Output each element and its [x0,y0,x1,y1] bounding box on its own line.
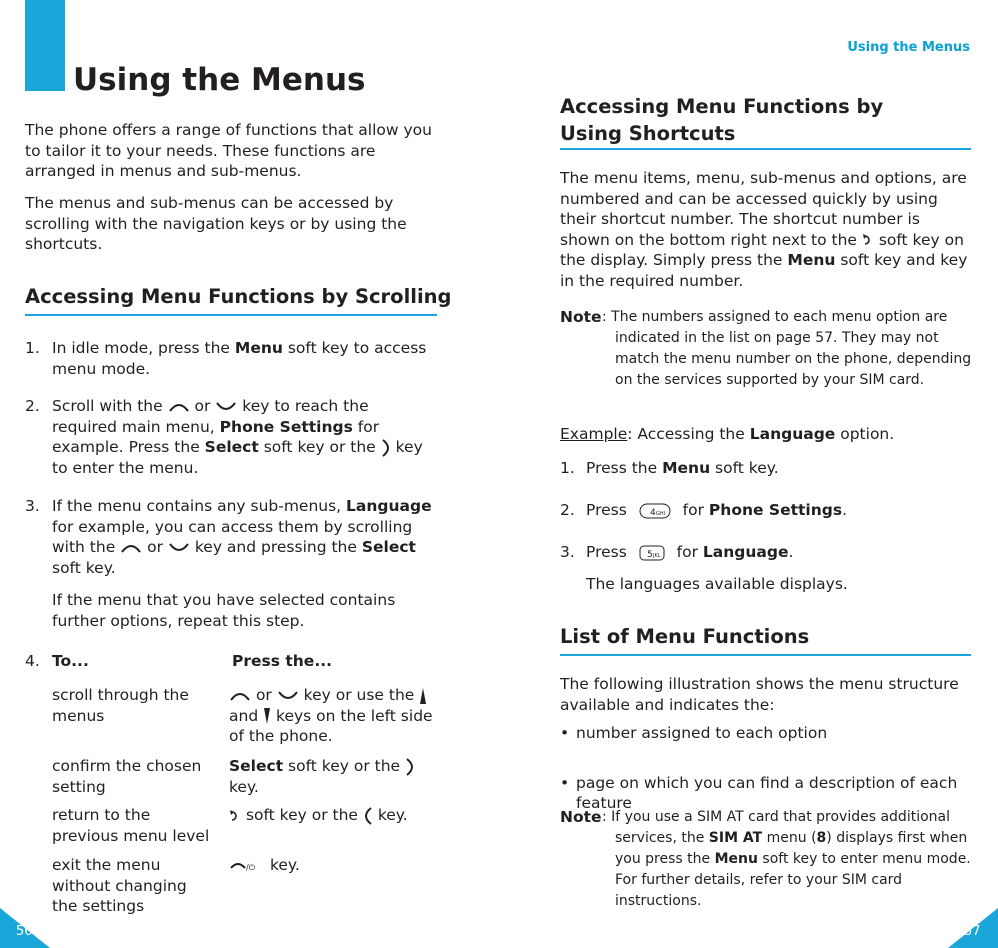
step-number: 1. [560,459,575,477]
title-accent-bar [25,0,65,91]
up-key-icon [229,690,251,702]
svg-text:5: 5 [646,549,653,560]
up-key-icon [168,401,190,413]
return-softkey-icon [862,233,874,247]
shortcut-step-1: Press the Menu soft key. [586,459,779,477]
running-head: Using the Menus [847,40,970,55]
step-number: 1. [25,339,40,357]
step-1-text: In idle mode, press the Menu soft key to access menu mode. [52,339,427,378]
table-header-press: Press the... [232,652,332,670]
shortcut-step-3-extra: The languages available displays. [586,575,848,593]
heading-rule [25,314,437,316]
down-key-icon [215,401,237,413]
step-number: 2. [25,397,40,415]
list-item: • page on which you can find a description of each feature [560,773,972,814]
page-number-badge [0,908,50,948]
return-softkey-icon [229,809,241,823]
intro-paragraph-1: The phone offers a range of functions that allow you to tailor it to your needs. These functions are arranged in menus and sub-menus. [25,121,432,180]
right-key-icon [381,438,391,458]
page-number-badge [948,908,998,948]
svg-text:JKL: JKL [652,552,661,559]
note-label: Note [560,308,602,326]
right-key-icon [405,757,415,777]
up-key-icon [120,542,142,554]
note-text: : If you use a SIM AT card that provides additional services, the SIM AT menu (8) displays first when you press the Menu soft key to enter menu mode. For further details, refer to your SIM card instructions. [602,809,971,909]
step-number: 3. [560,543,575,561]
note-label: Note [560,808,602,826]
intro-paragraph-2: The menus and sub-menus can be accessed by scrolling with the navigation keys or by using the shortcuts. [25,194,407,253]
list-paragraph: The following illustration shows the menu structure available and indicates the: [560,675,959,714]
page-title: Using the Menus [73,62,366,98]
page-number: 57 [964,924,981,939]
svg-text:4: 4 [649,507,656,518]
table-header-to: To... [52,652,89,670]
key-5-icon [638,544,666,562]
step-3-text: If the menu contains any sub-menus, Language for example, you can access them by scrolling with the or key and pressing the Select soft key. [52,497,432,577]
page-number: 56 [16,924,33,939]
table-cell: confirm the chosen setting [52,757,202,796]
shortcut-step-2: Press 4 GHI for Phone Settings. [586,501,848,519]
list-item: • number assigned to each option [560,723,972,744]
table-cell: soft key or the key. [229,805,439,826]
left-key-icon [363,806,373,826]
table-cell: /⏻ key. [229,855,439,876]
section-heading-scrolling: Accessing Menu Functions by Scrolling [25,285,452,308]
step-number: 2. [560,501,575,519]
table-cell: scroll through the menus [52,686,189,725]
table-cell: exit the menu without changing the settings [52,856,187,915]
table-cell: or key or use the and keys on the left side of the phone. [229,686,433,745]
heading-rule [560,654,971,656]
step-2-text: Scroll with the or key to reach the required main menu, Phone Settings for example. Press the Select soft key or the key to enter the menu. [52,397,423,477]
table-cell: Select soft key or the key. [229,756,439,797]
step-number: 3. [25,497,40,515]
down-key-icon [277,690,299,702]
volume-down-icon [263,707,271,725]
shortcuts-paragraph: The menu items, menu, sub-menus and options, are numbered and can be accessed quickly by using their shortcut number. The shortcut number is shown on the bottom right next to the soft key on the display. Simply press the Menu soft key and key in the required number. [560,169,968,290]
note-text: : The numbers assigned to each menu option are indicated in the list on page 57. They may not match the menu number on the phone, depending on the services supported by your SIM card. [602,309,972,388]
section-heading-list: List of Menu Functions [560,625,810,648]
section-heading-shortcuts: Accessing Menu Functions by Using Shortcuts [560,95,884,145]
step-3-extra: If the menu that you have selected contains further options, repeat this step. [52,591,396,630]
svg-text:GHI: GHI [655,510,665,517]
volume-up-icon [419,687,427,705]
example-line: Example: Accessing the Language option. [560,425,895,443]
step-number: 4. [25,652,40,670]
down-key-icon [168,542,190,554]
table-cell: return to the previous menu level [52,806,210,845]
svg-text:/⏻: /⏻ [246,862,256,872]
heading-rule [560,148,971,150]
key-4-icon [638,502,672,520]
end-key-icon [229,859,265,873]
shortcut-step-3: Press 5 JKL for Language. [586,543,794,561]
